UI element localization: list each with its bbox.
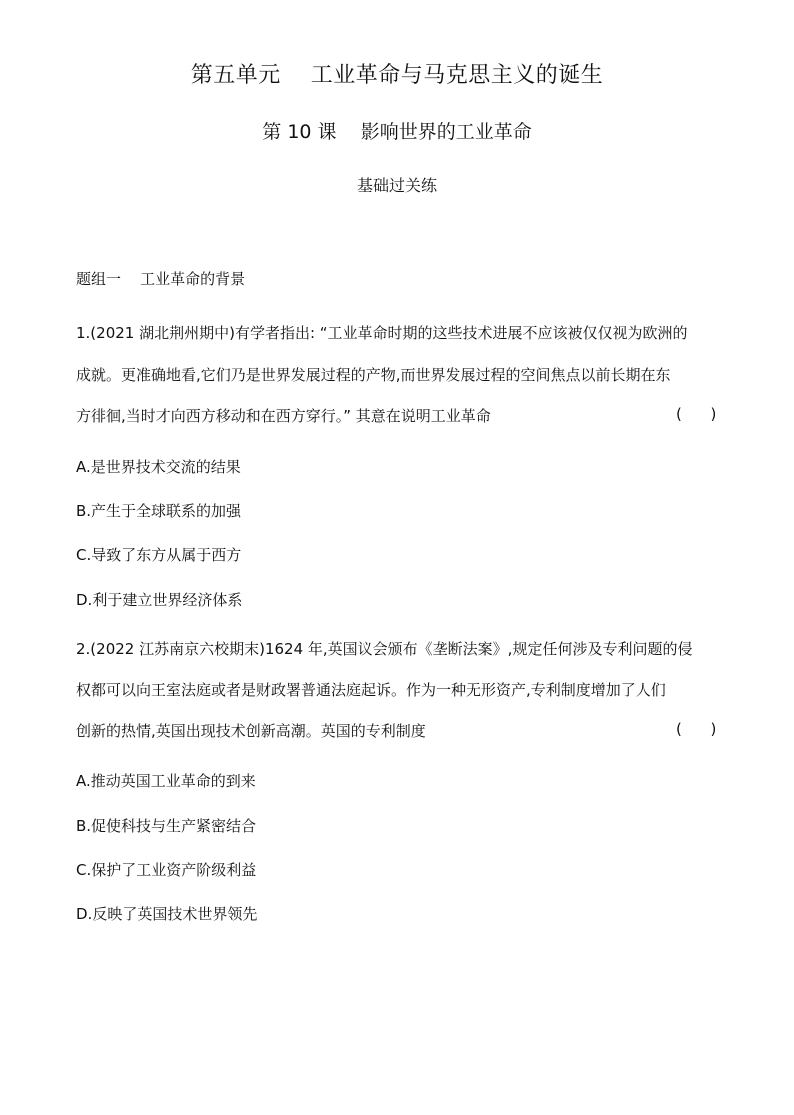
question-1-option-b: B.产生于全球联系的加强 <box>76 502 242 520</box>
question-2-stem-line-2: 权都可以向王室法庭或者是财政署普通法庭起诉。作为一种无形资产,专利制度增加了人们 <box>76 681 666 699</box>
question-1-option-c: C.导致了东方从属于西方 <box>76 546 242 564</box>
unit-title: 第五单元 工业革命与马克思主义的诞生 <box>190 63 604 88</box>
question-2-stem-line-3: 创新的热情,英国出现技术创新高潮。英国的专利制度 <box>76 722 426 740</box>
lesson-title: 第 10 课 影响世界的工业革命 <box>262 121 532 143</box>
question-2-option-b: B.促使科技与生产紧密结合 <box>76 817 257 835</box>
question-2-stem-line-1: 2.(2022 江苏南京六校期末)1624 年,英国议会颁布《垄断法案》,规定任何涉及专利问题的侵 <box>76 640 693 658</box>
question-group-title: 题组一 工业革命的背景 <box>76 270 246 288</box>
question-1-option-a: A.是世界技术交流的结果 <box>76 458 241 476</box>
question-2-option-c: C.保护了工业资产阶级利益 <box>76 861 257 879</box>
question-2-option-a: A.推动英国工业革命的到来 <box>76 772 256 790</box>
question-1-stem-line-3: 方徘徊,当时才向西方移动和在西方穿行。” 其意在说明工业革命 <box>76 407 491 425</box>
question-1-stem-line-1: 1.(2021 湖北荆州期中)有学者指出: “工业革命时期的这些技术进展不应该被仅仅视为欧洲的 <box>76 324 688 342</box>
question-1-stem-line-2: 成就。更准确地看,它们乃是世界发展过程的产物,而世界发展过程的空间焦点以前长期在东 <box>76 366 671 384</box>
question-2-answer-blank: ( ) <box>676 720 717 738</box>
question-1-option-d: D.利于建立世界经济体系 <box>76 591 243 609</box>
question-1-answer-blank: ( ) <box>676 405 717 423</box>
section-title: 基础过关练 <box>356 176 437 195</box>
question-2-option-d: D.反映了英国技术世界领先 <box>76 905 258 923</box>
